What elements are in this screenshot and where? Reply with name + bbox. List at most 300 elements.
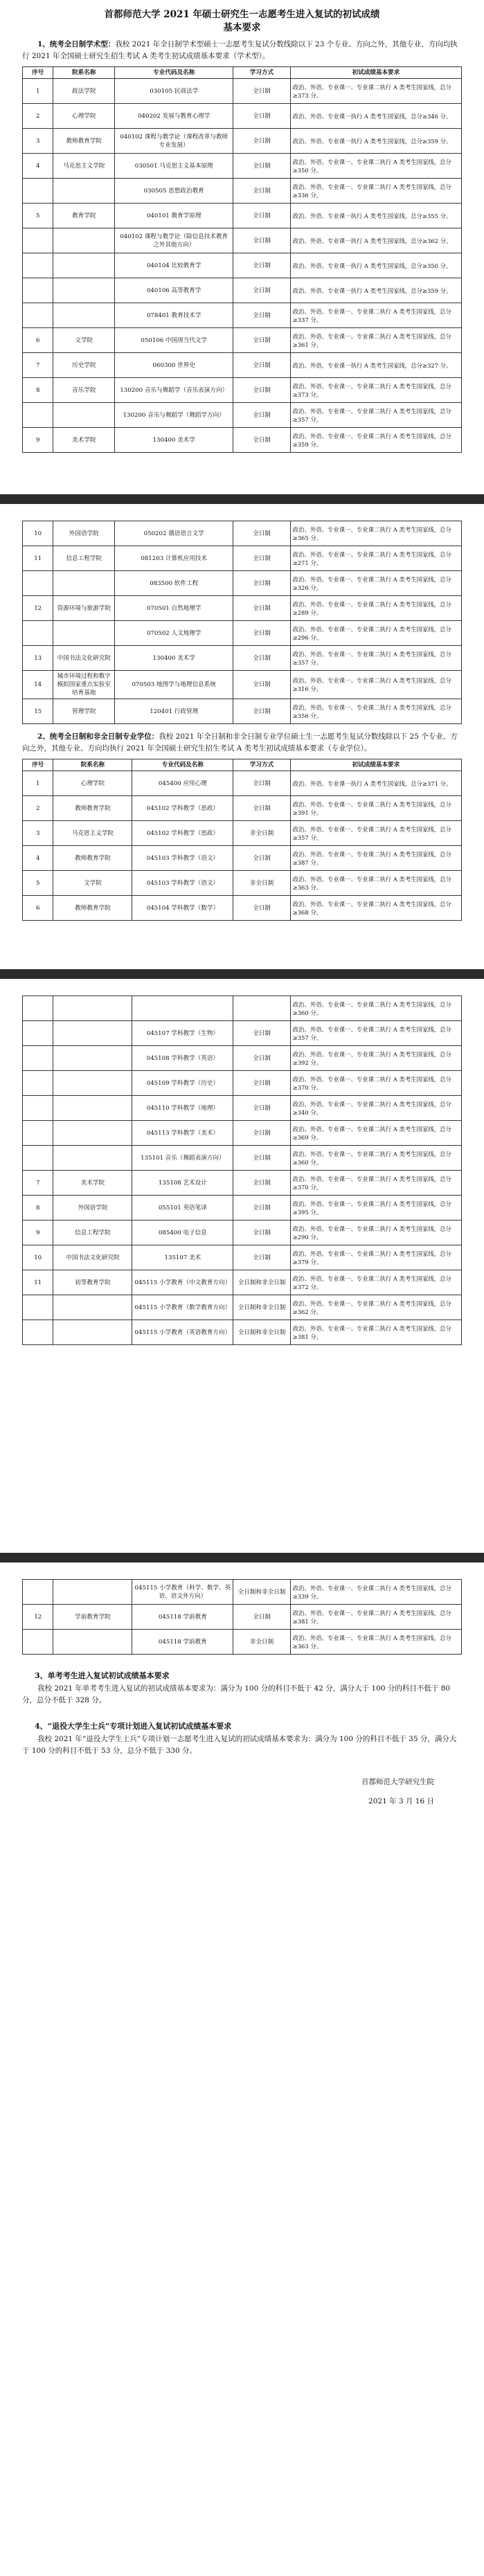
requirement-text: 政治、外语、专业课一执行 A 类考生国家线，总分≥371 分。 (290, 771, 461, 796)
major-name: 135108 艺术设计 (132, 1171, 233, 1196)
department-name (53, 1121, 132, 1146)
study-mode: 全日制 (233, 1046, 290, 1071)
row-number (23, 179, 53, 204)
row-number (23, 1580, 53, 1605)
row-number: 8 (23, 1196, 53, 1221)
study-mode: 全日制 (233, 596, 290, 621)
table-row (23, 699, 462, 724)
table-row (23, 1071, 462, 1096)
major-name: 040106 高等教育学 (115, 278, 233, 303)
requirement-text: 政治、外语、专业课一、专业课二执行 A 类考生国家线，总分≥381 分。 (290, 1605, 461, 1630)
department-name (53, 278, 115, 303)
row-number: 1 (23, 771, 53, 796)
major-name: 078401 教育技术学 (115, 303, 233, 328)
requirement-text: 政治、外语、专业课一执行 A 类考生国家线，总分≥346 分。 (290, 104, 461, 129)
table-row (23, 1146, 462, 1171)
table-row (23, 546, 462, 571)
requirement-text: 政治、外语、专业课一、专业课二执行 A 类考生国家线，总分≥387 分。 (290, 846, 461, 871)
row-number: 3 (23, 821, 53, 846)
document-title: 首都师范大学 2021 年硕士研究生一志愿考生进入复试的初试成绩 (104, 9, 380, 20)
department-name: 初等教育学院 (53, 1270, 132, 1295)
study-mode: 全日制 (233, 1196, 290, 1221)
row-number (23, 571, 53, 596)
study-mode: 全日制 (233, 204, 290, 228)
study-mode: 全日制和非全日制 (233, 1320, 290, 1345)
study-mode: 全日制 (233, 546, 290, 571)
column-header: 院系名称 (53, 759, 132, 771)
row-number (23, 1121, 53, 1146)
major-name: 045113 学科教学（美术） (132, 1121, 233, 1146)
major-name: 130400 美术学 (115, 428, 233, 453)
department-name: 历史学院 (53, 353, 115, 378)
row-number (23, 278, 53, 303)
row-number: 4 (23, 846, 53, 871)
major-name: 130400 美术学 (115, 646, 233, 671)
requirement-text: 政治、外语、专业课一、专业课二执行 A 类考生国家线，总分≥372 分。 (290, 1270, 461, 1295)
section3-heading: 3、单考考生进入复试初试成绩基本要求 (35, 1671, 170, 1680)
table-header (23, 759, 462, 771)
major-name: 045115 小学教育（数学教育方向） (132, 1295, 233, 1320)
document-subtitle: 基本要求 (223, 22, 261, 33)
study-mode: 全日制 (233, 303, 290, 328)
requirement-text: 政治、外语、专业课一、专业课二执行 A 类考生国家线，总分≥373 分。 (290, 79, 461, 104)
department-name: 美术学院 (53, 428, 115, 453)
column-header: 学习方式 (233, 67, 290, 79)
study-mode: 全日制 (233, 771, 290, 796)
row-number (23, 1071, 53, 1096)
major-name: 130200 音乐与舞蹈学（舞蹈学方向） (115, 403, 233, 428)
study-mode: 全日制 (233, 104, 290, 129)
study-mode: 全日制和非全日制 (233, 1270, 290, 1295)
department-name: 信息工程学院 (53, 1221, 132, 1245)
department-name (53, 179, 115, 204)
study-mode: 全日制 (233, 896, 290, 921)
study-mode: 全日制 (233, 1096, 290, 1121)
column-header: 专业代码及名称 (115, 67, 233, 79)
requirement-text: 政治、外语、专业课一、专业课二执行 A 类考生国家线，总分≥395 分。 (290, 1196, 461, 1221)
section2-text: 我校 2021 年全日制和非全日制专业学位硕士生一志愿考生复试分数线除以下 25 个专业、方向之外，其他专业、方向均执行 2021 年全国硕士研究生招生考试 A 类考生初试成绩基本要求（专业学位）。 (22, 732, 458, 753)
study-mode: 非全日制 (233, 1630, 290, 1655)
table-professional-part3 (22, 1579, 462, 1655)
major-name: 045118 学前教育 (132, 1630, 233, 1655)
requirement-text: 政治、外语、专业课一、专业课二执行 A 类考生国家线，总分≥271 分。 (290, 546, 461, 571)
table-row (23, 278, 462, 303)
requirement-text: 政治、外语、专业课一、专业课二执行 A 类考生国家线，总分≥363 分。 (290, 871, 461, 896)
row-number: 4 (23, 154, 53, 179)
table-row (23, 1320, 462, 1345)
department-name: 外国语学院 (53, 521, 115, 546)
row-number: 3 (23, 129, 53, 154)
document-page (0, 504, 484, 969)
study-mode: 全日制 (233, 646, 290, 671)
department-name: 心理学院 (53, 104, 115, 129)
requirement-text: 政治、外语、专业课一、专业课二执行 A 类考生国家线，总分≥350 分。 (290, 154, 461, 179)
section1-text: 我校 2021 年全日制学术型硕士一志愿考生复试分数线除以下 23 个专业、方向之外，其他专业、方向均执行 2021 年全国硕士研究生招生考试 A 类考生初试成绩基本要求（学术型）。 (22, 40, 458, 60)
department-name: 政法学院 (53, 79, 115, 104)
department-name: 中国书法文化研究院 (53, 1245, 132, 1270)
requirement-text: 政治、外语、专业课一、专业课二执行 A 类考生国家线，总分≥356 分。 (290, 699, 461, 724)
major-name: 045115 小学教育（科学、数学、英语、语文外方向） (132, 1580, 233, 1605)
major-name: 045110 学科教学（地理） (132, 1096, 233, 1121)
row-number: 7 (23, 1171, 53, 1196)
row-number: 5 (23, 204, 53, 228)
major-name: 050202 俄语语言文学 (115, 521, 233, 546)
department-name: 马克思主义学院 (53, 154, 115, 179)
page-separator (0, 1553, 484, 1562)
requirement-text: 政治、外语、专业课一、专业课二执行 A 类考生国家线，总分≥339 分。 (290, 1580, 461, 1605)
major-name: 045103 学科教学（语文） (132, 846, 233, 871)
study-mode: 非全日制 (233, 871, 290, 896)
requirement-text: 政治、外语、专业课一、专业课二执行 A 类考生国家线，总分≥326 分。 (290, 571, 461, 596)
column-header: 序号 (23, 67, 53, 79)
section1-paragraph (22, 39, 458, 62)
requirement-text: 政治、外语、专业课一、专业课二执行 A 类考生国家线，总分≥365 分。 (290, 521, 461, 546)
major-name: 045118 学前教育 (132, 1605, 233, 1630)
major-name: 045115 小学教育（英语教育方向） (132, 1320, 233, 1345)
table-row (23, 571, 462, 596)
table-row (23, 871, 462, 896)
study-mode: 非全日制 (233, 821, 290, 846)
major-name: 070501 自然地理学 (115, 596, 233, 621)
department-name (53, 403, 115, 428)
major-name: 070502 人文地理学 (115, 621, 233, 646)
requirement-text: 政治、外语、专业课一执行 A 类考生国家线，总分≥359 分。 (290, 278, 461, 303)
table-row (23, 1295, 462, 1320)
requirement-text: 政治、外语、专业课一、专业课二执行 A 类考生国家线，总分≥337 分。 (290, 303, 461, 328)
table-row (23, 253, 462, 278)
department-name (53, 1630, 132, 1655)
section4-paragraph: 我校 2021 年“退役大学生士兵”专项计划一志愿考生进入复试的初试成绩基本要求为：满分为 100 分的科目不低于 35 分，满分大于 100 分的科目不低于 53 分，总分不低于 330 分。 (22, 1735, 457, 1755)
table-row (23, 821, 462, 846)
department-name: 文学院 (53, 871, 132, 896)
major-name: 050106 中国现当代文学 (115, 328, 233, 353)
table-row (23, 328, 462, 353)
requirement-text: 政治、外语、专业课一、专业课二执行 A 类考生国家线，总分≥363 分。 (290, 1630, 461, 1655)
study-mode: 全日制 (233, 1021, 290, 1046)
row-number: 14 (23, 671, 53, 699)
department-name (53, 1046, 132, 1071)
table-row (23, 403, 462, 428)
major-name: 135107 美术 (132, 1245, 233, 1270)
row-number: 10 (23, 1245, 53, 1270)
table-row (23, 521, 462, 546)
table-header (23, 67, 462, 79)
study-mode: 全日制 (233, 79, 290, 104)
department-name: 教师教育学院 (53, 796, 132, 821)
study-mode: 全日制 (233, 699, 290, 724)
row-number: 13 (23, 646, 53, 671)
study-mode: 全日制 (233, 428, 290, 453)
study-mode: 全日制 (233, 846, 290, 871)
major-name: 045109 学科教学（历史） (132, 1071, 233, 1096)
department-name: 外国语学院 (53, 1196, 132, 1221)
major-name: 030505 思想政治教育 (115, 179, 233, 204)
section3-paragraph: 我校 2021 年单考考生进入复试的初试成绩基本要求为：满分为 100 分的科目不低于 42 分，满分大于 100 分的科目不低于 80 分，总分不低于 328 分。 (22, 1684, 451, 1704)
department-name: 教师教育学院 (53, 896, 132, 921)
row-number (23, 403, 53, 428)
requirement-text: 政治、外语、专业课一、专业课二执行 A 类考生国家线，总分≥373 分。 (290, 378, 461, 403)
table-row (23, 378, 462, 403)
requirement-text: 政治、外语、专业课一、专业课二执行 A 类考生国家线，总分≥370 分。 (290, 1071, 461, 1096)
table-row (23, 1630, 462, 1655)
major-name: 135101 音乐（舞蹈表演方向） (132, 1146, 233, 1171)
row-number: 8 (23, 378, 53, 403)
major-name: 060300 世界史 (115, 353, 233, 378)
department-name (53, 303, 115, 328)
requirement-text: 政治、外语、专业课一、专业课二执行 A 类考生国家线，总分≥359 分。 (290, 428, 461, 453)
table-row (23, 996, 462, 1021)
requirement-text: 政治、外语、专业课一、专业课二执行 A 类考生国家线，总分≥357 分。 (290, 1021, 461, 1046)
table-professional-part2 (22, 996, 462, 1345)
table-row (23, 1270, 462, 1295)
study-mode: 全日制 (233, 1605, 290, 1630)
row-number (23, 1096, 53, 1121)
study-mode: 全日制和非全日制 (233, 1295, 290, 1320)
requirement-text: 政治、外语、专业课一、专业课二执行 A 类考生国家线，总分≥360 分。 (290, 996, 461, 1021)
table-row (23, 1196, 462, 1221)
study-mode: 全日制 (233, 621, 290, 646)
table-row (23, 303, 462, 328)
table-academic-part2 (22, 521, 462, 724)
row-number (23, 1295, 53, 1320)
major-name: 040101 教育学原理 (115, 204, 233, 228)
row-number: 11 (23, 1270, 53, 1295)
requirement-text: 政治、外语、专业课一、专业课二执行 A 类考生国家线，总分≥336 分。 (290, 179, 461, 204)
row-number (23, 621, 53, 646)
department-name: 教师教育学院 (53, 129, 115, 154)
department-name: 文学院 (53, 328, 115, 353)
department-name (53, 1021, 132, 1046)
table-row (23, 1121, 462, 1146)
row-number (23, 228, 53, 253)
row-number: 5 (23, 871, 53, 896)
major-name: 030105 民商法学 (115, 79, 233, 104)
row-number (23, 253, 53, 278)
major-name: 030501 马克思主义基本原理 (115, 154, 233, 179)
row-number (23, 1320, 53, 1345)
study-mode: 全日制 (233, 671, 290, 699)
study-mode: 全日制 (233, 154, 290, 179)
department-name (53, 1295, 132, 1320)
department-name (53, 1071, 132, 1096)
requirement-text: 政治、外语、专业课一执行 A 类考生国家线，总分≥362 分。 (290, 228, 461, 253)
department-name: 城市环境过程和数字模拟国家重点实验室培育基地 (53, 671, 115, 699)
table-row (23, 179, 462, 204)
major-name: 040102 课程与教学论（除信息技术教育之外其他方向） (115, 228, 233, 253)
section2-paragraph (22, 731, 458, 755)
requirement-text: 政治、外语、专业课一、专业课二执行 A 类考生国家线，总分≥340 分。 (290, 1096, 461, 1121)
column-header: 院系名称 (53, 67, 115, 79)
signature-date: 2021 年 3 月 16 日 (368, 1797, 434, 1805)
department-name: 教育学院 (53, 204, 115, 228)
table-row (23, 129, 462, 154)
row-number: 11 (23, 546, 53, 571)
study-mode: 全日制 (233, 1221, 290, 1245)
department-name (53, 228, 115, 253)
table-row (23, 846, 462, 871)
department-name: 心理学院 (53, 771, 132, 796)
department-name (53, 621, 115, 646)
study-mode: 全日制 (233, 571, 290, 596)
row-number: 7 (23, 353, 53, 378)
study-mode: 全日制 (233, 253, 290, 278)
table-row (23, 1171, 462, 1196)
study-mode (233, 996, 290, 1021)
study-mode: 全日制和非全日制 (233, 1580, 290, 1605)
requirement-text: 政治、外语、专业课一、专业课二执行 A 类考生国家线，总分≥370 分。 (290, 1171, 461, 1196)
table-row (23, 428, 462, 453)
department-name (53, 1146, 132, 1171)
major-name: 040104 比较教育学 (115, 253, 233, 278)
row-number (23, 1021, 53, 1046)
department-name (53, 1320, 132, 1345)
requirement-text: 政治、外语、专业课一、专业课二执行 A 类考生国家线，总分≥381 分。 (290, 1320, 461, 1345)
major-name: 040102 课程与教学论（课程改革与教师专业发展） (115, 129, 233, 154)
study-mode: 全日制 (233, 353, 290, 378)
department-name (53, 253, 115, 278)
major-name: 081203 计算机应用技术 (115, 546, 233, 571)
major-name: 045107 学科教学（生物） (132, 1021, 233, 1046)
requirement-text: 政治、外语、专业课一、专业课二执行 A 类考生国家线，总分≥360 分。 (290, 1146, 461, 1171)
table-row (23, 1046, 462, 1071)
department-name (53, 996, 132, 1021)
row-number: 15 (23, 699, 53, 724)
department-name: 资源环境与旅游学院 (53, 596, 115, 621)
table-row (23, 353, 462, 378)
table-row (23, 1221, 462, 1245)
department-name: 美术学院 (53, 1171, 132, 1196)
table-row (23, 671, 462, 699)
document-page (0, 0, 484, 494)
study-mode: 全日制 (233, 228, 290, 253)
study-mode: 全日制 (233, 1245, 290, 1270)
column-header: 初试成绩基本要求 (290, 759, 461, 771)
requirement-text: 政治、外语、专业课一、专业课二执行 A 类考生国家线，总分≥379 分。 (290, 1245, 461, 1270)
requirement-text: 政治、外语、专业课一、专业课二执行 A 类考生国家线，总分≥290 分。 (290, 1221, 461, 1245)
department-name (53, 1096, 132, 1121)
requirement-text: 政治、外语、专业课一、专业课二执行 A 类考生国家线，总分≥391 分。 (290, 796, 461, 821)
table-row (23, 1580, 462, 1605)
table-row (23, 104, 462, 129)
study-mode: 全日制 (233, 796, 290, 821)
row-number: 6 (23, 328, 53, 353)
row-number (23, 303, 53, 328)
major-name: 120401 行政管理 (115, 699, 233, 724)
signature-org: 首都师范大学研究生院 (361, 1777, 434, 1786)
study-mode: 全日制 (233, 1171, 290, 1196)
table-row (23, 228, 462, 253)
requirement-text: 政治、外语、专业课一执行 A 类考生国家线，总分≥350 分。 (290, 253, 461, 278)
requirement-text: 政治、外语、专业课一、专业课二执行 A 类考生国家线，总分≥369 分。 (290, 1121, 461, 1146)
major-name: 045108 学科教学（英语） (132, 1046, 233, 1071)
row-number: 12 (23, 596, 53, 621)
table-academic-part1 (22, 66, 462, 453)
table-row (23, 646, 462, 671)
column-header: 学习方式 (233, 759, 290, 771)
requirement-text: 政治、外语、专业课一执行 A 类考生国家线，总分≥359 分。 (290, 129, 461, 154)
requirement-text: 政治、外语、专业课一、专业课二执行 A 类考生国家线，总分≥289 分。 (290, 596, 461, 621)
major-name: 045115 小学教育（中文教育方向） (132, 1270, 233, 1295)
row-number (23, 1146, 53, 1171)
column-header: 专业代码及名称 (132, 759, 233, 771)
major-name: 045102 学科教学（思政） (132, 796, 233, 821)
requirement-text: 政治、外语、专业课一、专业课二执行 A 类考生国家线，总分≥357 分。 (290, 646, 461, 671)
major-name: 040202 发展与教育心理学 (115, 104, 233, 129)
table-row (23, 1021, 462, 1046)
table-row (23, 596, 462, 621)
study-mode: 全日制 (233, 1121, 290, 1146)
study-mode: 全日制 (233, 179, 290, 204)
table-row (23, 796, 462, 821)
table-professional-part1 (22, 759, 462, 921)
table-row (23, 1245, 462, 1270)
row-number: 9 (23, 428, 53, 453)
page-separator (0, 494, 484, 504)
major-name: 130200 音乐与舞蹈学（音乐表演方向） (115, 378, 233, 403)
department-name: 音乐学院 (53, 378, 115, 403)
study-mode: 全日制 (233, 378, 290, 403)
requirement-text: 政治、外语、专业课一、专业课二执行 A 类考生国家线，总分≥357 分。 (290, 821, 461, 846)
column-header: 初试成绩基本要求 (290, 67, 461, 79)
major-name: 045400 应用心理 (132, 771, 233, 796)
section2-heading: 2、统考全日制和非全日制专业学位： (37, 732, 159, 741)
row-number: 6 (23, 896, 53, 921)
major-name: 070503 地图学与地理信息系统 (115, 671, 233, 699)
major-name: 083500 软件工程 (115, 571, 233, 596)
requirement-text: 政治、外语、专业课一、专业课二执行 A 类考生国家线，总分≥296 分。 (290, 621, 461, 646)
department-name: 教师教育学院 (53, 846, 132, 871)
major-name: 045102 学科教学（思政） (132, 821, 233, 846)
table-row (23, 204, 462, 228)
table-row (23, 154, 462, 179)
page-separator (0, 969, 484, 979)
row-number: 1 (23, 79, 53, 104)
study-mode: 全日制 (233, 328, 290, 353)
requirement-text: 政治、外语、专业课一执行 A 类考生国家线，总分≥327 分。 (290, 353, 461, 378)
study-mode: 全日制 (233, 129, 290, 154)
major-name: 085400 电子信息 (132, 1221, 233, 1245)
study-mode: 全日制 (233, 521, 290, 546)
row-number: 2 (23, 104, 53, 129)
department-name: 中国书法文化研究院 (53, 646, 115, 671)
major-name: 055101 英语笔译 (132, 1196, 233, 1221)
row-number: 9 (23, 1221, 53, 1245)
requirement-text: 政治、外语、专业课一、专业课二执行 A 类考生国家线，总分≥316 分。 (290, 671, 461, 699)
table-row (23, 896, 462, 921)
study-mode: 全日制 (233, 1146, 290, 1171)
table-row (23, 1605, 462, 1630)
table-row (23, 1096, 462, 1121)
table-row (23, 621, 462, 646)
major-name: 045104 学科教学（数学） (132, 896, 233, 921)
department-name: 管理学院 (53, 699, 115, 724)
column-header: 序号 (23, 759, 53, 771)
department-name: 信息工程学院 (53, 546, 115, 571)
requirement-text: 政治、外语、专业课一执行 A 类考生国家线，总分≥355 分。 (290, 204, 461, 228)
requirement-text: 政治、外语、专业课一、专业课二执行 A 类考生国家线，总分≥362 分。 (290, 1295, 461, 1320)
major-name (132, 996, 233, 1021)
row-number: 2 (23, 796, 53, 821)
department-name (53, 571, 115, 596)
row-number: 12 (23, 1605, 53, 1630)
section1-heading: 1、统考全日制学术型： (37, 40, 116, 48)
study-mode: 全日制 (233, 403, 290, 428)
department-name (53, 1580, 132, 1605)
requirement-text: 政治、外语、专业课一、专业课二执行 A 类考生国家线，总分≥361 分。 (290, 328, 461, 353)
row-number: 10 (23, 521, 53, 546)
study-mode: 全日制 (233, 278, 290, 303)
row-number (23, 996, 53, 1021)
